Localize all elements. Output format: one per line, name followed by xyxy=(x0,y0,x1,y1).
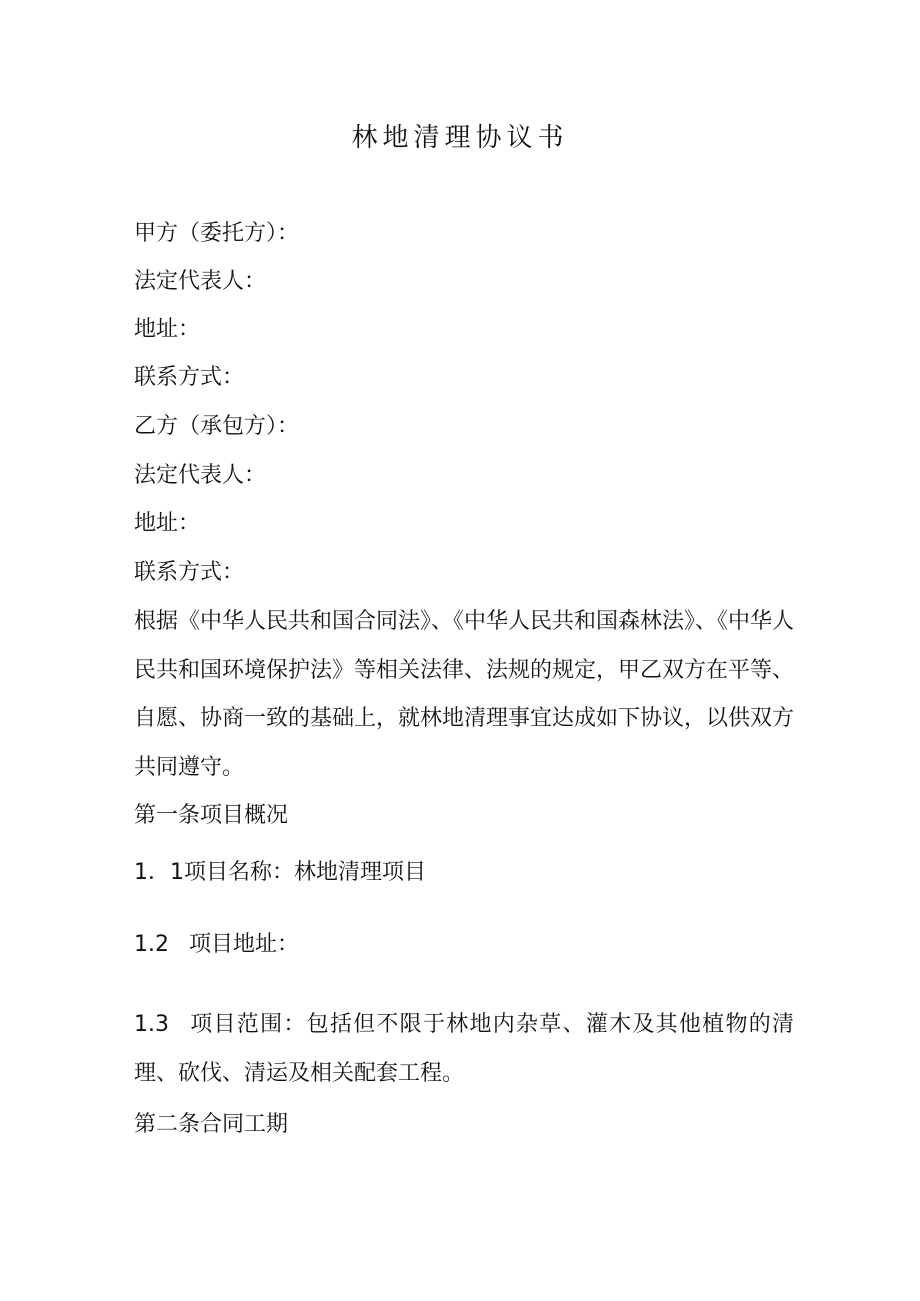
party-a-legal-rep: 法定代表人： xyxy=(134,269,267,294)
party-b-address: 地址： xyxy=(134,511,201,536)
party-a-address: 地址： xyxy=(134,317,201,342)
article-1-heading: 第一条项目概况 xyxy=(134,803,289,828)
article-1-item-3 xyxy=(134,1001,794,1098)
party-b-label: 乙方（承包方）： xyxy=(134,414,300,439)
item-3-number: 1.3 xyxy=(134,1012,169,1037)
item-2-text: 项目地址： xyxy=(189,932,300,957)
article-2-heading: 第二条合同工期 xyxy=(134,1112,289,1137)
party-a-contact: 联系方式： xyxy=(134,365,245,390)
party-b-legal-rep: 法定代表人： xyxy=(134,463,267,488)
party-a-label: 甲方（委托方）： xyxy=(134,221,300,246)
item-3-text: 项目范围：包括但不限于林地内杂草、灌木及其他植物的清理、砍伐、清运及相关配套工程。 xyxy=(134,1012,794,1086)
party-b-contact: 联系方式： xyxy=(134,560,245,585)
preamble-paragraph: 根据《中华人民共和国合同法》、《中华人民共和国森林法》、《中华人民共和国环境保护法》等相关法律、法规的规定，甲乙双方在平等、自愿、协商一致的基础上，就林地清理事宜达成如下协议，以供双方共同遵守。 xyxy=(134,609,795,780)
item-2-number: 1.2 xyxy=(134,932,169,957)
article-1-item-2 xyxy=(134,929,299,961)
article-1-item-1: 1．1项目名称：林地清理项目 xyxy=(134,860,426,885)
document-title: 林地清理协议书 xyxy=(351,123,569,153)
